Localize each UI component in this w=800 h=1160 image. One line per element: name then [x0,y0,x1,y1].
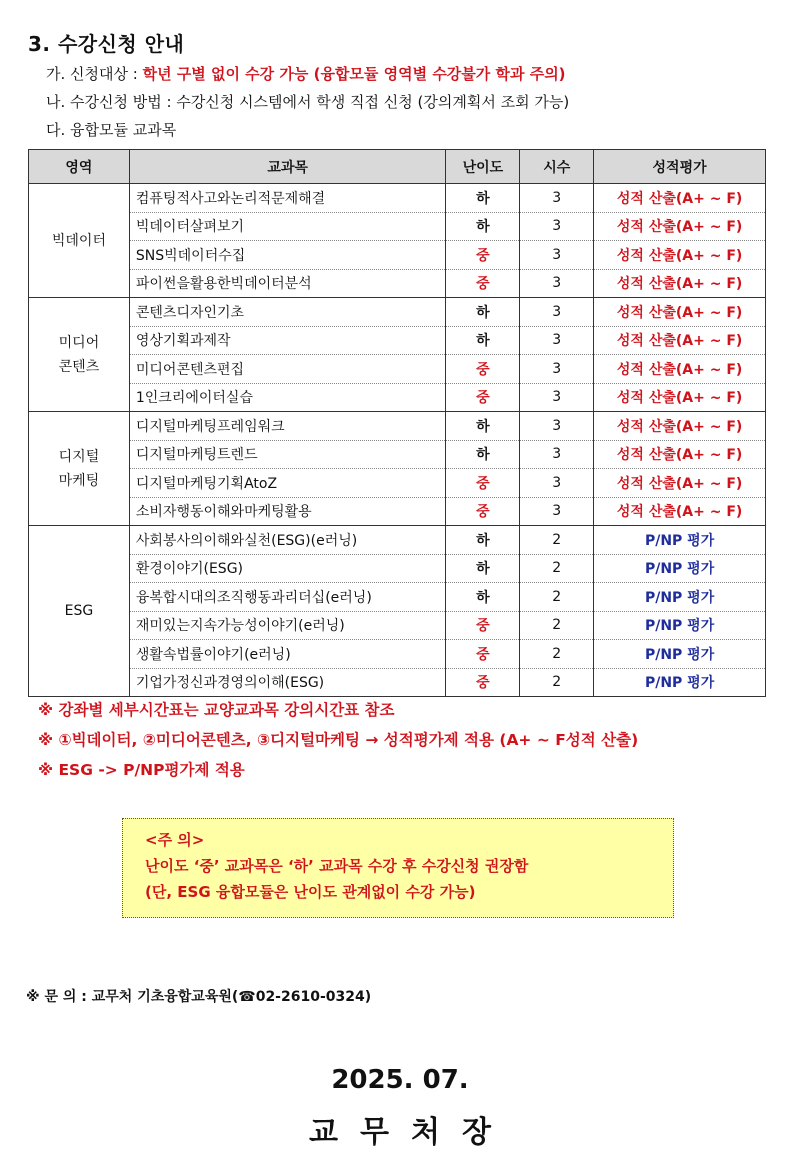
table-row [29,583,766,612]
hours-cell: 3 [520,241,594,270]
course-table [28,149,766,697]
level-cell: 하 [446,184,520,213]
header-evaluation: 성적평가 [594,150,766,184]
level-cell: 중 [446,383,520,412]
caution-line-2: (단, ESG 융합모듈은 난이도 관계없이 수강 가능) [145,883,476,901]
course-name-cell: 기업가정신과경영의이해(ESG) [129,668,446,697]
table-row [29,298,766,327]
hours-cell: 3 [520,326,594,355]
header-course: 교과목 [129,150,446,184]
level-cell: 중 [446,241,520,270]
table-row [29,440,766,469]
evaluation-cell: P/NP 평가 [594,668,766,697]
course-name-cell: 디지털마케팅프레임워크 [129,412,446,441]
evaluation-cell: 성적 산출(A+ ~ F) [594,326,766,355]
course-name-cell: 파이썬을활용한빅데이터분석 [129,269,446,298]
level-cell: 중 [446,269,520,298]
level-cell: 하 [446,212,520,241]
course-name-cell: 디지털마케팅트렌드 [129,440,446,469]
evaluation-cell: 성적 산출(A+ ~ F) [594,469,766,498]
level-cell: 하 [446,326,520,355]
intro-target-label: 가. 신청대상 : [46,65,143,83]
evaluation-cell: 성적 산출(A+ ~ F) [594,298,766,327]
evaluation-cell: P/NP 평가 [594,554,766,583]
table-row [29,355,766,384]
note-timetable: ※ 강좌별 세부시간표는 교양교과목 강의시간표 참조 [38,701,395,719]
level-cell: 중 [446,668,520,697]
document-date: 2025. 07. [331,1065,469,1095]
evaluation-cell: P/NP 평가 [594,526,766,555]
level-cell: 하 [446,554,520,583]
hours-cell: 3 [520,184,594,213]
note-grading: ※ ①빅데이터, ②미디어콘텐츠, ③디지털마케팅 → 성적평가제 적용 (A+ ~ F성적 산출) [38,731,639,749]
table-row [29,184,766,213]
hours-cell: 3 [520,469,594,498]
course-name-cell: 미디어콘텐츠편집 [129,355,446,384]
course-name-cell: 컴퓨팅적사고와논리적문제해결 [129,184,446,213]
table-row [29,611,766,640]
table-row [29,668,766,697]
table-row [29,469,766,498]
evaluation-cell: 성적 산출(A+ ~ F) [594,383,766,412]
level-cell: 하 [446,298,520,327]
table-row [29,640,766,669]
caution-title: <주 의> [145,831,205,849]
hours-cell: 3 [520,355,594,384]
hours-cell: 2 [520,554,594,583]
evaluation-cell: 성적 산출(A+ ~ F) [594,412,766,441]
level-cell: 중 [446,355,520,384]
area-cell: 미디어 콘텐츠 [29,298,130,412]
level-cell: 하 [446,412,520,441]
intro-method-line: 나. 수강신청 방법 : 수강신청 시스템에서 학생 직접 신청 (강의계획서 조회 가능) [46,93,570,111]
level-cell: 중 [446,640,520,669]
evaluation-cell: 성적 산출(A+ ~ F) [594,269,766,298]
evaluation-cell: 성적 산출(A+ ~ F) [594,355,766,384]
evaluation-cell: 성적 산출(A+ ~ F) [594,497,766,526]
evaluation-cell: 성적 산출(A+ ~ F) [594,241,766,270]
table-row [29,241,766,270]
hours-cell: 3 [520,412,594,441]
note-pnp: ※ ESG -> P/NP평가제 적용 [38,761,245,779]
table-row [29,269,766,298]
course-name-cell: 소비자행동이해와마케팅활용 [129,497,446,526]
hours-cell: 3 [520,212,594,241]
header-level: 난이도 [446,150,520,184]
header-area: 영역 [29,150,130,184]
course-name-cell: 디지털마케팅기획AtoZ [129,469,446,498]
table-row [29,412,766,441]
area-cell: 빅데이터 [29,184,130,298]
course-name-cell: 1인크리에이터실습 [129,383,446,412]
course-name-cell: 생활속법률이야기(e러닝) [129,640,446,669]
intro-target-value: 학년 구별 없이 수강 가능 (융합모듈 영역별 수강불가 학과 주의) [142,65,566,83]
course-table-body [29,184,766,697]
hours-cell: 3 [520,440,594,469]
hours-cell: 3 [520,269,594,298]
course-name-cell: 환경이야기(ESG) [129,554,446,583]
course-name-cell: 콘텐츠디자인기초 [129,298,446,327]
table-row [29,212,766,241]
level-cell: 중 [446,611,520,640]
inquiry-contact: ※ 문 의 : 교무처 기초융합교육원(☎02-2610-0324) [26,989,372,1005]
evaluation-cell: 성적 산출(A+ ~ F) [594,440,766,469]
course-name-cell: 영상기획과제작 [129,326,446,355]
hours-cell: 3 [520,497,594,526]
course-name-cell: 재미있는지속가능성이야기(e러닝) [129,611,446,640]
evaluation-cell: 성적 산출(A+ ~ F) [594,184,766,213]
table-header-row [29,150,766,184]
hours-cell: 2 [520,611,594,640]
area-cell: ESG [29,526,130,697]
table-row [29,497,766,526]
evaluation-cell: P/NP 평가 [594,640,766,669]
caution-box [122,818,674,918]
evaluation-cell: P/NP 평가 [594,583,766,612]
evaluation-cell: P/NP 평가 [594,611,766,640]
evaluation-cell: 성적 산출(A+ ~ F) [594,212,766,241]
document-signer: 교무처장 [309,1115,513,1150]
hours-cell: 2 [520,640,594,669]
hours-cell: 3 [520,383,594,412]
table-row [29,326,766,355]
table-row [29,526,766,555]
area-cell: 디지털 마케팅 [29,412,130,526]
table-row [29,383,766,412]
section-title: 3. 수강신청 안내 [28,32,185,56]
table-row [29,554,766,583]
level-cell: 중 [446,469,520,498]
caution-line-1: 난이도 ‘중’ 교과목은 ‘하’ 교과목 수강 후 수강신청 권장함 [145,857,529,875]
level-cell: 하 [446,583,520,612]
hours-cell: 2 [520,583,594,612]
intro-courses-line: 다. 융합모듈 교과목 [46,121,177,139]
hours-cell: 2 [520,526,594,555]
hours-cell: 2 [520,668,594,697]
intro-target-line [46,63,566,84]
course-name-cell: SNS빅데이터수집 [129,241,446,270]
hours-cell: 3 [520,298,594,327]
level-cell: 중 [446,497,520,526]
course-name-cell: 융복합시대의조직행동과리더십(e러닝) [129,583,446,612]
course-name-cell: 사회봉사의이해와실천(ESG)(e러닝) [129,526,446,555]
level-cell: 하 [446,440,520,469]
level-cell: 하 [446,526,520,555]
course-name-cell: 빅데이터살펴보기 [129,212,446,241]
header-hours: 시수 [520,150,594,184]
